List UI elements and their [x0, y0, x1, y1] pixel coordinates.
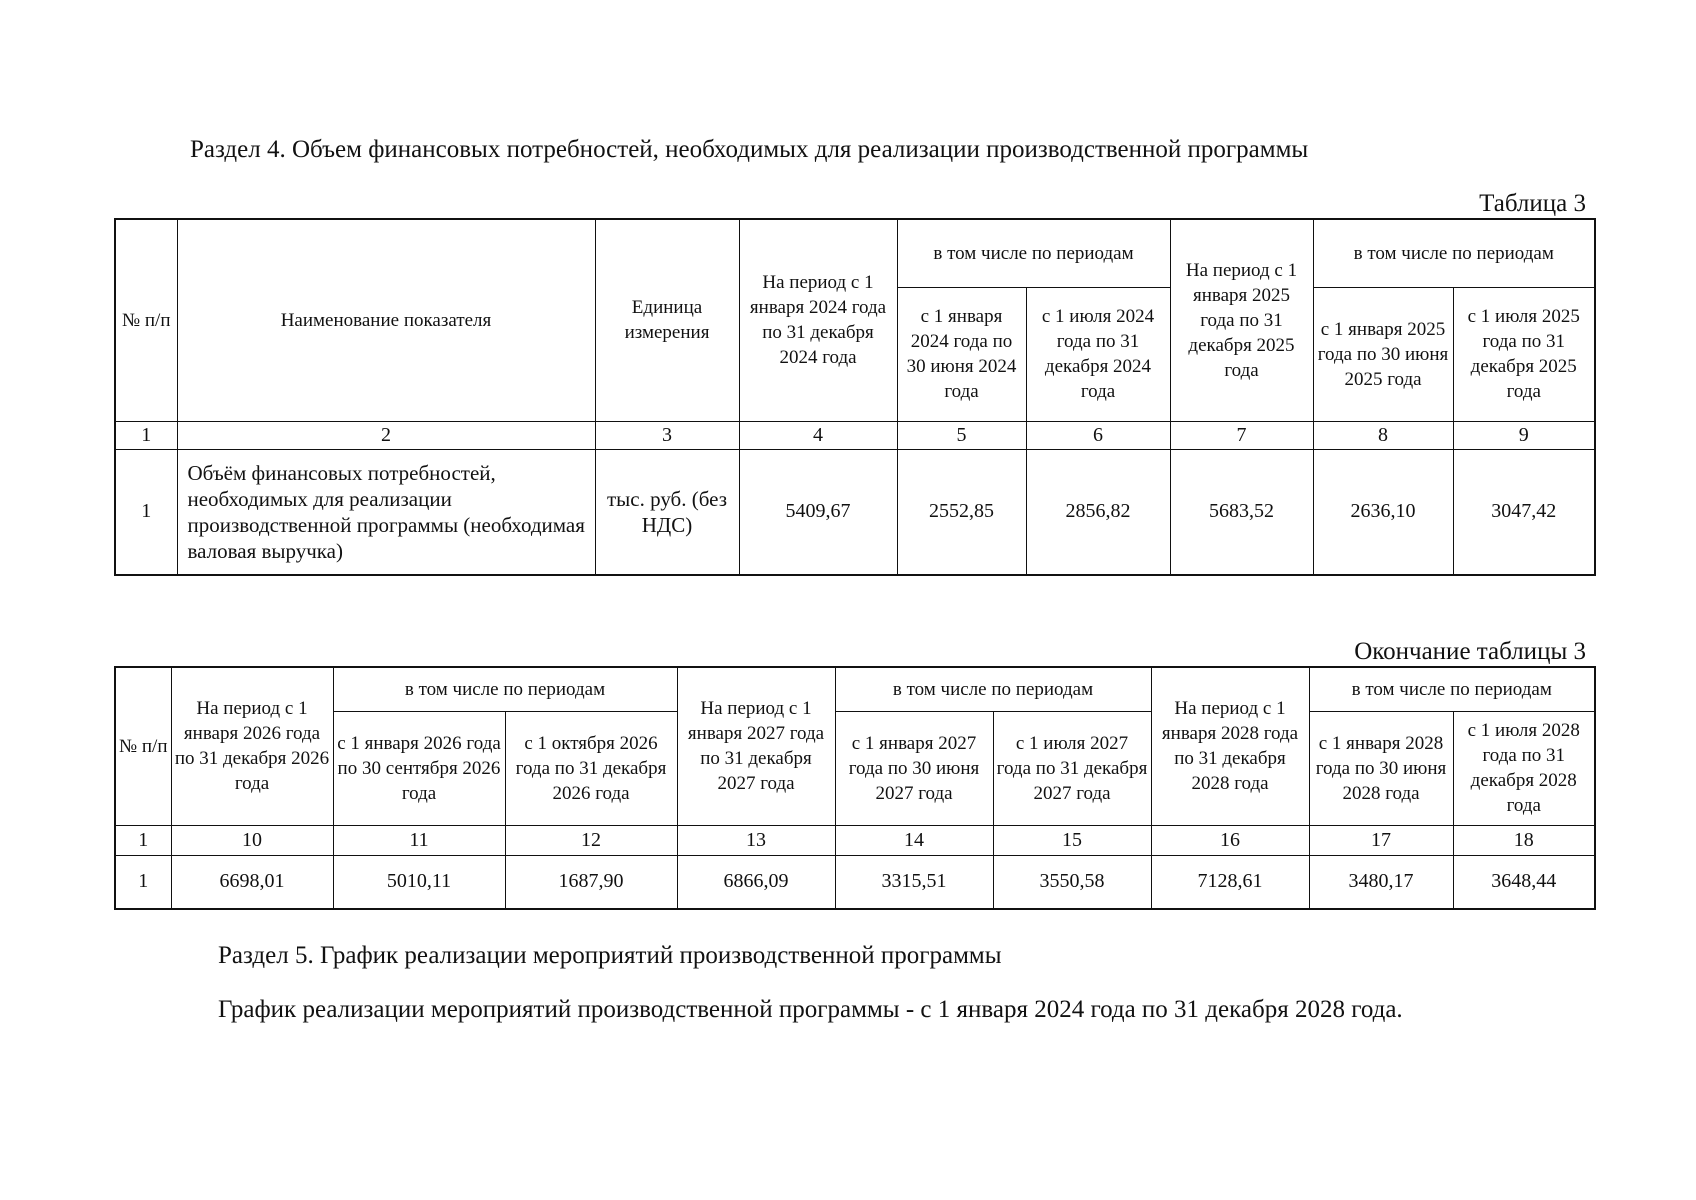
header-including-2026: в том числе по периодам	[333, 667, 677, 711]
column-number: 14	[835, 825, 993, 855]
table-1	[114, 218, 1596, 576]
header-2025-h2: с 1 июля 2025 года по 31 декабря 2025 года	[1453, 287, 1595, 421]
column-number: 2	[177, 421, 595, 449]
value-cell: 3648,44	[1453, 855, 1595, 909]
header-2024-h1: с 1 января 2024 года по 30 июня 2024 года	[897, 287, 1026, 421]
column-number: 7	[1170, 421, 1313, 449]
header-including-2028: в том числе по периодам	[1309, 667, 1595, 711]
column-number: 1	[115, 825, 171, 855]
value-cell: 5010,11	[333, 855, 505, 909]
value-cell: 6866,09	[677, 855, 835, 909]
header-including-2025: в том числе по периодам	[1313, 219, 1595, 287]
column-number: 17	[1309, 825, 1453, 855]
value-cell: 2552,85	[897, 449, 1026, 575]
header-2027-h2: с 1 июля 2027 года по 31 декабря 2027 года	[993, 711, 1151, 825]
header-period-2027: На период с 1 января 2027 года по 31 декабря 2027 года	[677, 667, 835, 825]
table-2-caption: Окончание таблицы 3	[1354, 638, 1586, 665]
header-2024-h2: с 1 июля 2024 года по 31 декабря 2024 года	[1026, 287, 1170, 421]
header-period-2026: На период с 1 января 2026 года по 31 декабря 2026 года	[171, 667, 333, 825]
column-number: 8	[1313, 421, 1453, 449]
column-number: 16	[1151, 825, 1309, 855]
unit-cell: тыс. руб. (без НДС)	[595, 449, 739, 575]
value-cell: 6698,01	[171, 855, 333, 909]
header-unit: Единица измерения	[595, 219, 739, 421]
column-number: 13	[677, 825, 835, 855]
column-number: 1	[115, 421, 177, 449]
column-number: 15	[993, 825, 1151, 855]
column-number: 12	[505, 825, 677, 855]
column-number: 11	[333, 825, 505, 855]
value-cell: 3047,42	[1453, 449, 1595, 575]
table-row	[115, 855, 1595, 909]
header-period-2024: На период с 1 января 2024 года по 31 декабря 2024 года	[739, 219, 897, 421]
indicator-name: Объём финансовых потребностей, необходимых для реализации производственной программы (необходимая валовая выручка)	[177, 449, 595, 575]
header-period-2025: На период с 1 января 2025 года по 31 декабря 2025 года	[1170, 219, 1313, 421]
value-cell: 2636,10	[1313, 449, 1453, 575]
column-number: 10	[171, 825, 333, 855]
column-number: 18	[1453, 825, 1595, 855]
column-number: 4	[739, 421, 897, 449]
header-2027-h1: с 1 января 2027 года по 30 июня 2027 года	[835, 711, 993, 825]
header-including-2027: в том числе по периодам	[835, 667, 1151, 711]
header-2026-part1: с 1 января 2026 года по 30 сентября 2026 года	[333, 711, 505, 825]
section-5-text: График реализации мероприятий производственной программы - с 1 января 2024 года по 31 декабря 2028 года.	[218, 996, 1403, 1023]
value-cell: 3480,17	[1309, 855, 1453, 909]
row-number: 1	[115, 449, 177, 575]
value-cell: 3550,58	[993, 855, 1151, 909]
column-number: 5	[897, 421, 1026, 449]
table-1-caption: Таблица 3	[1479, 190, 1586, 217]
value-cell: 5409,67	[739, 449, 897, 575]
table-row	[115, 449, 1595, 575]
value-cell: 2856,82	[1026, 449, 1170, 575]
header-2028-h1: с 1 января 2028 года по 30 июня 2028 года	[1309, 711, 1453, 825]
header-name: Наименование показателя	[177, 219, 595, 421]
header-including-2024: в том числе по периодам	[897, 219, 1170, 287]
header-2026-part2: с 1 октября 2026 года по 31 декабря 2026 года	[505, 711, 677, 825]
column-number: 9	[1453, 421, 1595, 449]
header-no: № п/п	[115, 667, 171, 825]
header-2025-h1: с 1 января 2025 года по 30 июня 2025 года	[1313, 287, 1453, 421]
table-2	[114, 666, 1596, 910]
value-cell: 3315,51	[835, 855, 993, 909]
row-number: 1	[115, 855, 171, 909]
column-number: 3	[595, 421, 739, 449]
value-cell: 5683,52	[1170, 449, 1313, 575]
value-cell: 7128,61	[1151, 855, 1309, 909]
value-cell: 1687,90	[505, 855, 677, 909]
column-number: 6	[1026, 421, 1170, 449]
header-2028-h2: с 1 июля 2028 года по 31 декабря 2028 года	[1453, 711, 1595, 825]
section-4-title: Раздел 4. Объем финансовых потребностей, необходимых для реализации производственной программы	[190, 136, 1309, 163]
header-period-2028: На период с 1 января 2028 года по 31 декабря 2028 года	[1151, 667, 1309, 825]
header-no: № п/п	[115, 219, 177, 421]
section-5-title: Раздел 5. График реализации мероприятий производственной программы	[218, 942, 1002, 969]
